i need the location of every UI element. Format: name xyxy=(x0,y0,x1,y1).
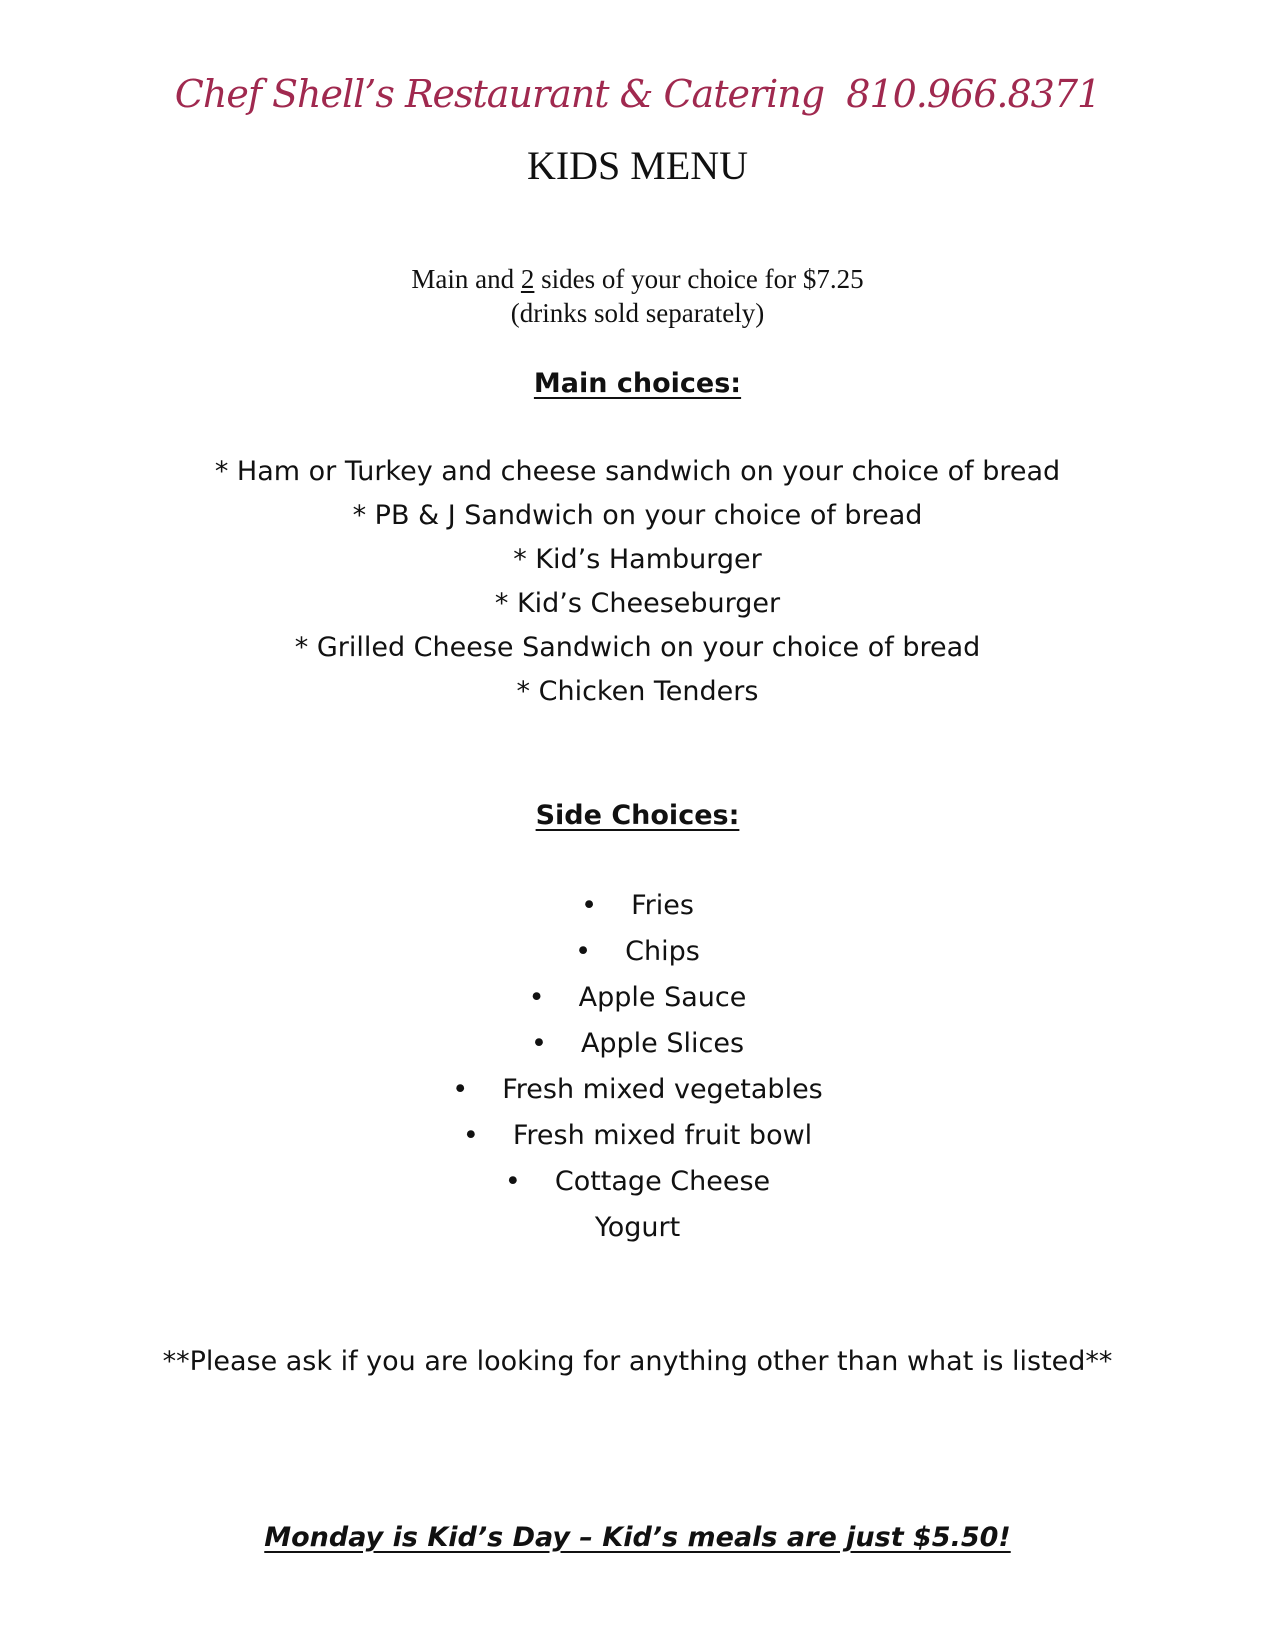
side-item xyxy=(0,975,1275,1021)
restaurant-header xyxy=(0,72,1275,116)
intro-line-2: (drinks sold separately) xyxy=(510,298,765,328)
main-item: * Chicken Tenders xyxy=(516,676,759,707)
side-item xyxy=(0,1113,1275,1159)
side-item-label: Fresh mixed vegetables xyxy=(502,1074,823,1105)
phone-number: 810.966.8371 xyxy=(846,72,1101,116)
bullet-icon: • xyxy=(581,890,597,921)
side-item-label: Apple Sauce xyxy=(578,982,747,1013)
intro-line-1-post: sides of your choice for $7.25 xyxy=(534,264,864,294)
side-item-label: Fries xyxy=(631,890,694,921)
side-item-label: Chips xyxy=(625,936,700,967)
intro-line-1 xyxy=(0,262,1275,296)
side-item-label: Fresh mixed fruit bowl xyxy=(512,1120,813,1151)
side-item xyxy=(0,1159,1275,1205)
page-title: KIDS MENU xyxy=(526,143,749,188)
side-item xyxy=(0,883,1275,929)
bullet-icon: • xyxy=(575,936,592,967)
side-item-label: Cottage Cheese xyxy=(554,1166,771,1197)
bullet-icon: • xyxy=(528,982,545,1013)
intro-line-1-pre: Main and xyxy=(411,264,521,294)
intro-side-count: 2 xyxy=(520,264,535,294)
bullet-icon: • xyxy=(530,1028,547,1059)
kids-day-promo: Monday is Kid’s Day – Kid’s meals are just $5.50! xyxy=(264,1522,1011,1553)
side-choices-heading: Side Choices: xyxy=(535,800,740,831)
side-item-label: Apple Slices xyxy=(580,1028,745,1059)
side-item xyxy=(0,929,1275,975)
side-item xyxy=(0,1067,1275,1113)
side-item xyxy=(0,1021,1275,1067)
bullet-icon: • xyxy=(452,1074,469,1105)
main-choices-list xyxy=(0,450,1275,714)
request-note: **Please ask if you are looking for anything other than what is listed** xyxy=(162,1346,1113,1377)
main-choices-heading: Main choices: xyxy=(533,368,742,399)
side-item-last: Yogurt xyxy=(594,1212,681,1243)
restaurant-name: Chef Shell’s Restaurant & Catering xyxy=(174,72,825,116)
main-item: * Ham or Turkey and cheese sandwich on your choice of bread xyxy=(214,456,1061,487)
main-item: * Kid’s Cheeseburger xyxy=(494,588,781,619)
main-item: * Kid’s Hamburger xyxy=(513,544,762,575)
bullet-icon: • xyxy=(462,1120,479,1151)
main-item: * Grilled Cheese Sandwich on your choice of bread xyxy=(294,632,981,663)
main-item: * PB & J Sandwich on your choice of bread xyxy=(352,500,923,531)
intro-text xyxy=(0,262,1275,330)
bullet-icon: • xyxy=(504,1166,521,1197)
side-choices-list xyxy=(0,883,1275,1251)
